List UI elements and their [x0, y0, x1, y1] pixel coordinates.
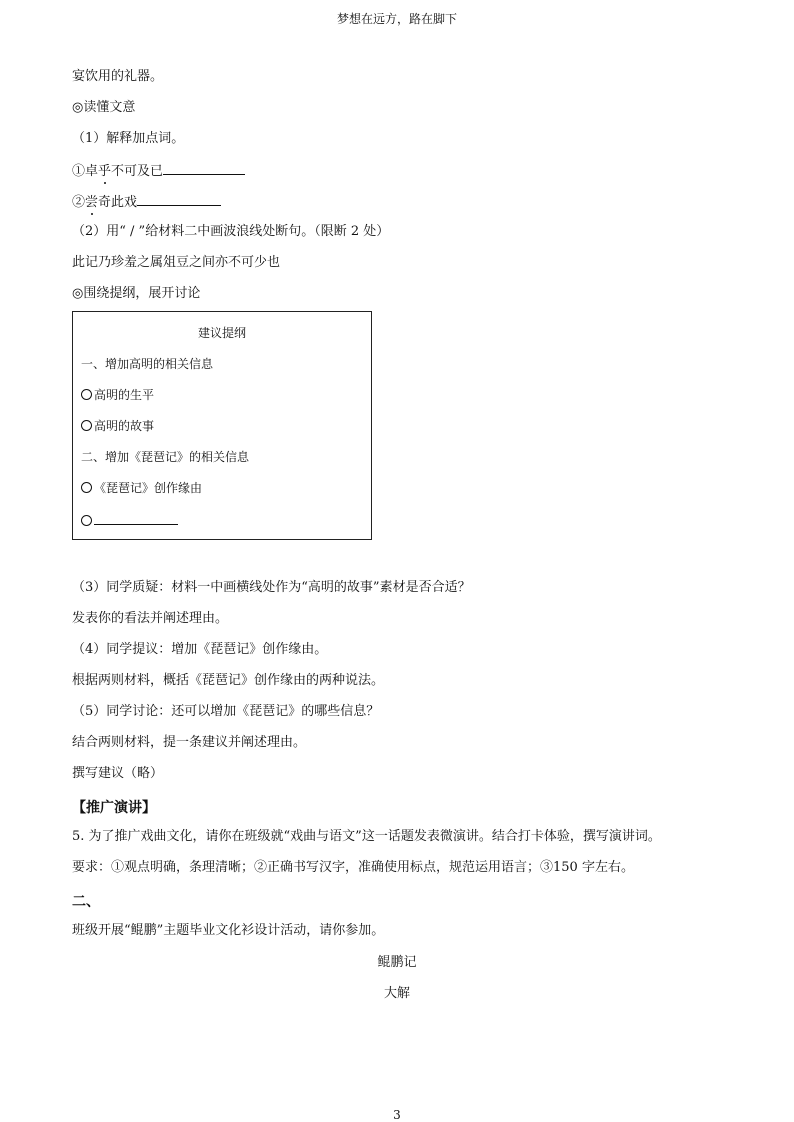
outline-item-1a	[81, 388, 154, 402]
question-1-item-1	[72, 162, 245, 180]
part-2-intro: 班级开展“鲲鹏”主题毕业文化衫设计活动，请你参加。	[72, 923, 385, 938]
circle-bullet-icon	[81, 515, 92, 526]
poem-title: 鲲鹏记	[377, 955, 417, 970]
item-text-pre: ①卓	[72, 164, 99, 179]
answer-blank[interactable]	[94, 512, 178, 525]
question-3-task: 发表你的看法并阐述理由。	[72, 611, 229, 626]
section-heading: 【推广演讲】	[72, 800, 156, 816]
outline-item-label: 高明的故事	[94, 419, 155, 433]
question-3: （3）同学质疑：材料一中画横线处作为“高明的故事”素材是否合适？	[72, 580, 471, 595]
circle-bullet-icon	[81, 389, 92, 400]
poem-author: 大解	[383, 986, 410, 1001]
page-header: 梦想在远方，路在脚下	[336, 12, 457, 26]
dotted-word: 乎	[98, 164, 112, 179]
outline-item-2: 二、增加《琵琶记》的相关信息	[81, 450, 250, 464]
item-text-pre: ②	[72, 195, 86, 210]
question-5: （5）同学讨论：还可以增加《琵琶记》的哪些信息？	[72, 704, 380, 719]
text-line: 宴饮用的礼器。	[72, 69, 164, 84]
outline-item-label: 高明的生平	[94, 388, 155, 402]
outline-title: 建议提纲	[197, 326, 246, 340]
outline-item-label: 《琵琶记》创作缘由	[94, 481, 203, 495]
question-1: （1）解释加点词。	[72, 131, 185, 146]
item-text-post: 奇此戏	[98, 195, 138, 210]
task-5: 5. 为了推广戏曲文化，请你在班级就“戏曲与语文”这一话题发表微演讲。结合打卡体验，撰写演讲词。	[72, 829, 661, 844]
answer-note: 撰写建议（略）	[72, 766, 164, 781]
question-4-task: 根据两则材料，概括《琵琶记》创作缘由的两种说法。	[72, 673, 385, 688]
answer-blank[interactable]	[163, 162, 245, 175]
page-number: 3	[393, 1108, 401, 1122]
outline-item-2b	[81, 512, 178, 528]
outline-item-1: 一、增加高明的相关信息	[81, 357, 214, 371]
question-4: （4）同学提议：增加《琵琶记》创作缘由。	[72, 642, 328, 657]
circle-bullet-icon	[81, 482, 92, 493]
outline-item-1b	[81, 419, 154, 433]
section-label-understand: ◎读懂文意	[72, 100, 136, 115]
part-heading: 二、	[72, 894, 100, 910]
outline-box	[72, 311, 372, 540]
question-1-item-2	[72, 193, 221, 211]
dotted-word: 尝	[85, 195, 99, 210]
question-2: （2）用“ / ”给材料二中画波浪线处断句。（限断 2 处）	[72, 224, 390, 239]
section-label-discuss: ◎围绕提纲，展开讨论	[72, 286, 201, 301]
answer-blank[interactable]	[137, 193, 221, 206]
item-text-post: 不可及已	[111, 164, 164, 179]
outline-item-2a	[81, 481, 202, 495]
question-2-sentence: 此记乃珍羞之属俎豆之间亦不可少也	[72, 255, 281, 270]
circle-bullet-icon	[81, 420, 92, 431]
task-5-requirements: 要求：①观点明确，条理清晰；②正确书写汉字，准确使用标点，规范运用语言；③150 字左右。	[72, 860, 634, 875]
question-5-task: 结合两则材料，提一条建议并阐述理由。	[72, 735, 307, 750]
